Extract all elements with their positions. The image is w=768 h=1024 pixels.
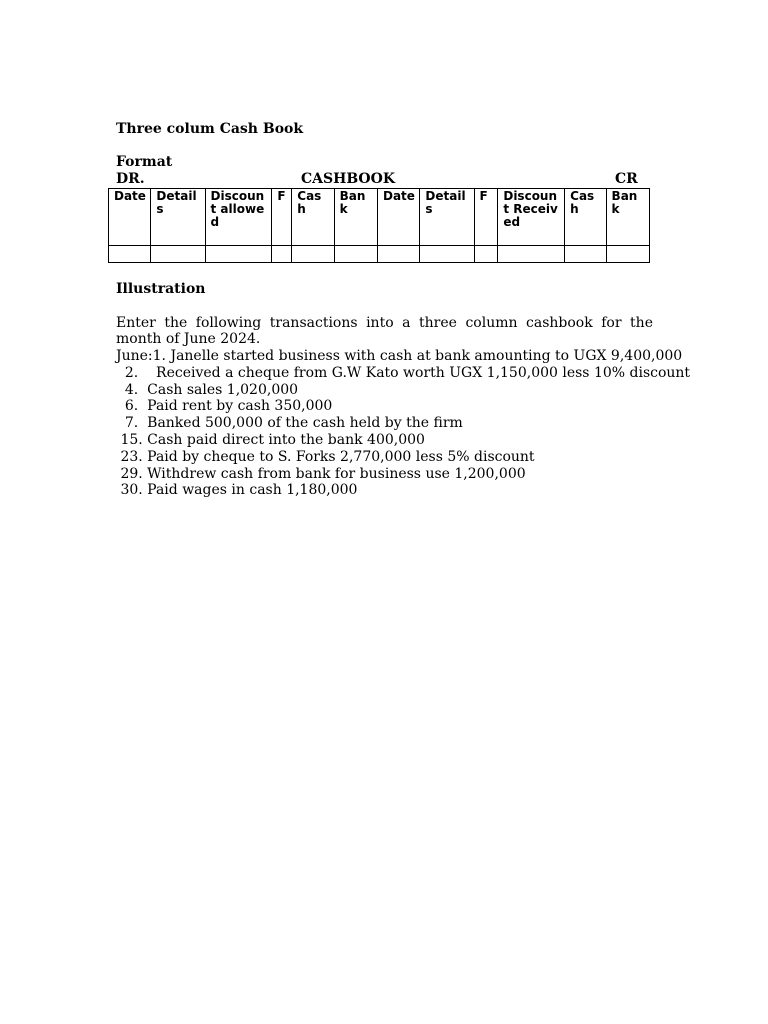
table-cell (498, 246, 565, 263)
header-cell-dr-bank: Bank (334, 189, 377, 246)
cr-label: CR (615, 171, 638, 187)
transaction-item: 15. Cash paid direct into the bank 400,000 (116, 431, 425, 448)
table-cell (606, 246, 649, 263)
format-label: Format (116, 154, 173, 170)
header-cell-cr-folio: F (474, 189, 498, 246)
transaction-item: 30. Paid wages in cash 1,180,000 (116, 482, 358, 499)
header-cell-dr-date: Date (109, 189, 151, 246)
transaction-item: 6. Paid rent by cash 350,000 (116, 398, 333, 415)
illustration-heading: Illustration (116, 281, 206, 297)
table-cell (292, 246, 334, 263)
transaction-item: 7. Banked 500,000 of the cash held by the firm (116, 415, 463, 432)
transaction-item: 4. Cash sales 1,020,000 (116, 381, 299, 398)
cashbook-heading-row (116, 171, 658, 188)
transaction-item: 23. Paid by cheque to S. Forks 2,770,000 less 5% discount (116, 448, 535, 465)
table-header-row (109, 189, 650, 246)
header-cell-discount-allowed: Discount allowed (205, 189, 272, 246)
table-cell (109, 246, 151, 263)
header-cell-dr-details: Details (151, 189, 205, 246)
dr-label: DR. (116, 171, 145, 187)
header-cell-dr-folio: F (272, 189, 292, 246)
transaction-item: 2. Received a cheque from G.W Kato worth UGX 1,150,000 less 10% discount (116, 364, 691, 381)
header-cell-discount-received: Discount Received (498, 189, 565, 246)
header-cell-cr-cash: Cash (565, 189, 606, 246)
document-title: Three colum Cash Book (116, 121, 304, 137)
header-cell-cr-date: Date (378, 189, 420, 246)
table-cell (474, 246, 498, 263)
cashbook-label: CASHBOOK (301, 171, 395, 187)
transaction-item: 29. Withdrew cash from bank for business use 1,200,000 (116, 465, 526, 482)
table-row (109, 246, 650, 263)
table-cell (565, 246, 606, 263)
intro-paragraph: Enter the following transactions into a three column cashbook for the month of June 2024. (116, 315, 653, 347)
header-cell-dr-cash: Cash (292, 189, 334, 246)
transaction-list (116, 348, 690, 499)
header-cell-cr-bank: Bank (606, 189, 649, 246)
table-cell (378, 246, 420, 263)
table-cell (205, 246, 272, 263)
table-cell (151, 246, 205, 263)
transaction-item: June:1. Janelle started business with cash at bank amounting to UGX 9,400,000 (116, 348, 683, 364)
cashbook-table (108, 188, 650, 263)
table-cell (334, 246, 377, 263)
table-cell (420, 246, 474, 263)
header-cell-cr-details: Details (420, 189, 474, 246)
table-cell (272, 246, 292, 263)
